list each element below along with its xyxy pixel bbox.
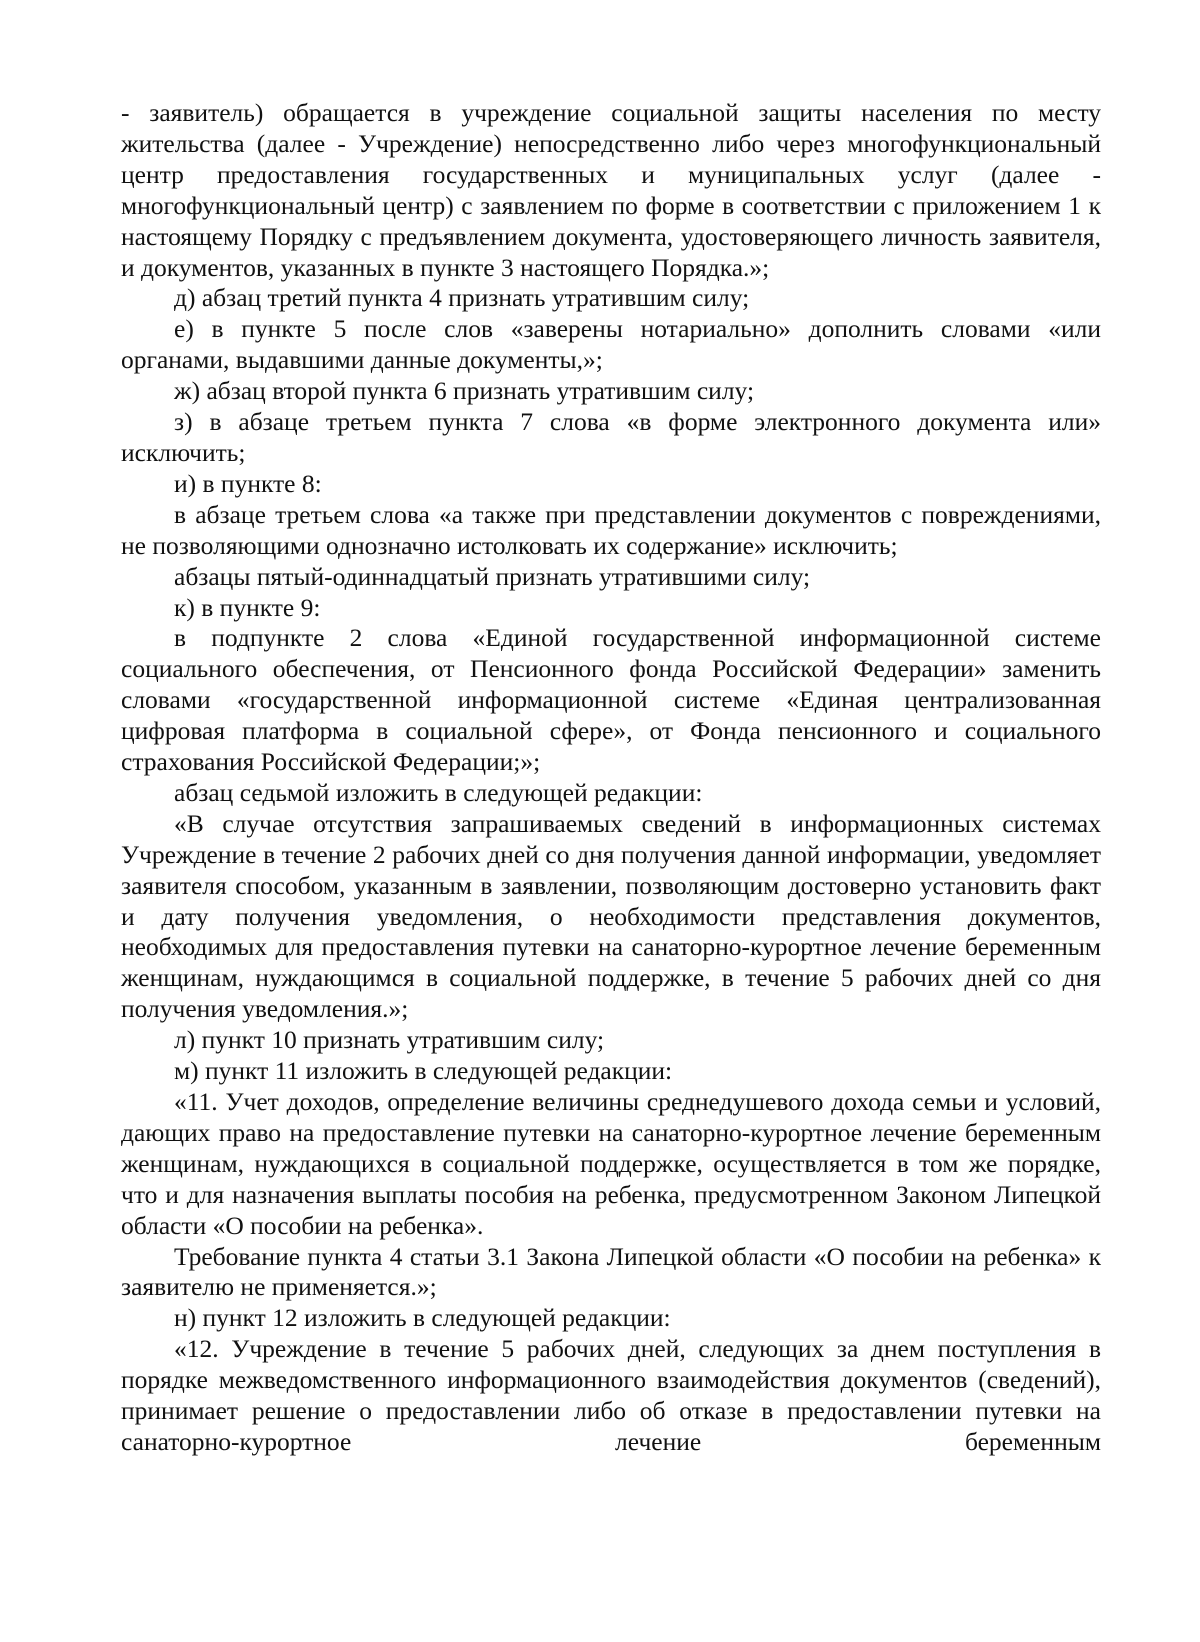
paragraph-quote-item-11: «11. Учет доходов, определение величины среднедушевого дохода семьи и условий, дающих право на предоставление путевки на санаторно-курортное лечение беременным женщинам, нуждающихся в социальной поддержке, осуществляется в том же порядке, что и для назначения выплаты пособия на ребенка, предусмотренном Законом Липецкой области «О пособии на ребенка». (121, 1087, 1101, 1240)
paragraph-item-z: з) в абзаце третьем пункта 7 слова «в форме электронного документа или» исключить; (121, 407, 1101, 467)
document-page (121, 98, 1101, 1458)
paragraph-item-9-subitem-2: в подпункте 2 слова «Единой государственной информационной системе социального обеспечения, от Пенсионного фонда Российской Федерации» заменить словами «государственной информационной системе «Единая централизованная цифровая платформа в социальной сфере», от Фонда пенсионного и социального страхования Российской Федерации;»; (121, 623, 1101, 777)
paragraph-item-8-abzacy-5-11: абзацы пятый-одиннадцатый признать утратившими силу; (174, 561, 811, 591)
paragraph-applicant-appeal: - заявитель) обращается в учреждение социальной защиты населения по месту жительства (далее - Учреждение) непосредственно либо через многофункциональный центр предоставления государственных и муниципальных услуг (далее - многофункциональный центр) с заявлением по форме в соответствии с приложением 1 к настоящему Порядку с предъявлением документа, удостоверяющего личность заявителя, и документов, указанных в пункте 3 настоящего Порядка.»; (121, 98, 1101, 282)
paragraph-item-9-abzac-7: абзац седьмой изложить в следующей редакции: (174, 777, 703, 807)
paragraph-item-i: и) в пункте 8: (174, 468, 322, 498)
paragraph-quote-missing-info: «В случае отсутствия запрашиваемых сведений в информационных системах Учреждение в течение 2 рабочих дней со дня получения данной информации, уведомляет заявителя способом, указанным в заявлении, позволяющим достоверно установить факт и дату получения уведомления, о необходимости представления документов, необходимых для предоставления путевки на санаторно-курортное лечение беременным женщинам, нуждающимся в социальной поддержке, в течение 5 рабочих дней со дня получения уведомления.»; (121, 808, 1101, 1024)
paragraph-item-8-abzac-3: в абзаце третьем слова «а также при представлении документов с повреждениями, не позволяющими однозначно истолковать их содержание» исключить; (121, 499, 1101, 560)
paragraph-requirement-article-3-1: Требование пункта 4 статьи 3.1 Закона Липецкой области «О пособии на ребенка» к заявителю не применяется.»; (121, 1241, 1101, 1302)
paragraph-item-d: д) абзац третий пункта 4 признать утратившим силу; (174, 283, 750, 313)
paragraph-item-n: н) пункт 12 изложить в следующей редакции: (174, 1303, 671, 1333)
paragraph-item-e: е) в пункте 5 после слов «заверены нотариально» дополнить словами «или органами, выдавшими данные документы,»; (121, 314, 1101, 375)
paragraph-item-l: л) пункт 10 признать утратившим силу; (174, 1025, 605, 1055)
paragraph-quote-item-12: «12. Учреждение в течение 5 рабочих дней, следующих за днем поступления в порядке межведомственного информационного взаимодействия документов (сведений), принимает решение о предоставлении либо об отказе в предоставлении путевки на санаторно-курортное лечение беременным (121, 1334, 1101, 1456)
paragraph-item-m: м) пункт 11 изложить в следующей редакции: (174, 1056, 673, 1086)
paragraph-item-k: к) в пункте 9: (174, 592, 321, 622)
paragraph-item-zh: ж) абзац второй пункта 6 признать утратившим силу; (174, 376, 755, 406)
